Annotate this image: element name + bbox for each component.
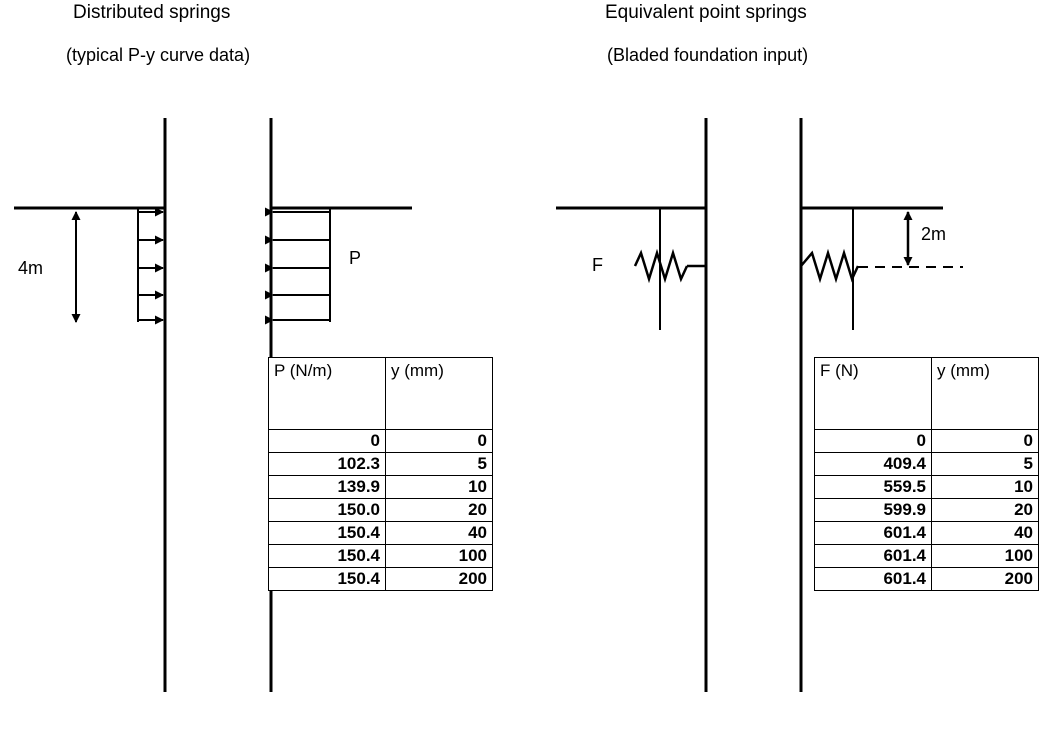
left-pile-1-group — [14, 118, 165, 692]
table-header-row — [269, 358, 493, 430]
left-cell-p: 102.3 — [269, 453, 386, 476]
left-table-header-y: y (mm) — [386, 358, 493, 430]
table-row — [815, 545, 1039, 568]
left-cell-p: 150.4 — [269, 522, 386, 545]
left-load-label: P — [349, 248, 362, 268]
left-data-table — [268, 357, 493, 591]
table-row — [815, 430, 1039, 453]
table-row — [815, 499, 1039, 522]
table-row — [269, 453, 493, 476]
right-table-header-f: F (N) — [815, 358, 932, 430]
table-row — [815, 476, 1039, 499]
right-force-label: F — [592, 255, 603, 275]
right-cell-y: 200 — [932, 568, 1039, 591]
right-diagram-subtitle: (Bladed foundation input) — [607, 45, 809, 65]
left-cell-p: 139.9 — [269, 476, 386, 499]
table-row — [815, 453, 1039, 476]
left-cell-p: 150.0 — [269, 499, 386, 522]
table-row — [815, 568, 1039, 591]
right-cell-f: 559.5 — [815, 476, 932, 499]
right-cell-f: 601.4 — [815, 568, 932, 591]
right-cell-y: 5 — [932, 453, 1039, 476]
left-cell-p: 0 — [269, 430, 386, 453]
table-row — [815, 522, 1039, 545]
right-table-header-y: y (mm) — [932, 358, 1039, 430]
left-cell-y: 10 — [386, 476, 493, 499]
left-cell-p: 150.4 — [269, 568, 386, 591]
right-cell-y: 0 — [932, 430, 1039, 453]
right-cell-f: 601.4 — [815, 522, 932, 545]
left-cell-y: 40 — [386, 522, 493, 545]
right-cell-y: 40 — [932, 522, 1039, 545]
left-diagram-title: Distributed springs — [73, 2, 231, 23]
left-cell-y: 200 — [386, 568, 493, 591]
right-cell-f: 601.4 — [815, 545, 932, 568]
right-data-table — [814, 357, 1039, 591]
right-diagram-title: Equivalent point springs — [605, 2, 807, 23]
right-cell-y: 100 — [932, 545, 1039, 568]
left-cell-y: 5 — [386, 453, 493, 476]
left-cell-y: 20 — [386, 499, 493, 522]
left-depth-label: 4m — [18, 258, 44, 278]
left-cell-y: 100 — [386, 545, 493, 568]
right-cell-y: 10 — [932, 476, 1039, 499]
right-pile-1-group — [556, 118, 706, 692]
table-row — [269, 499, 493, 522]
right-depth-label: 2m — [921, 224, 947, 244]
table-header-row — [815, 358, 1039, 430]
left-cell-y: 0 — [386, 430, 493, 453]
left-diagram-subtitle: (typical P-y curve data) — [66, 45, 251, 65]
left-cell-p: 150.4 — [269, 545, 386, 568]
table-row — [269, 522, 493, 545]
left-table-header-p: P (N/m) — [269, 358, 386, 430]
right-cell-f: 599.9 — [815, 499, 932, 522]
right-cell-f: 409.4 — [815, 453, 932, 476]
table-row — [269, 430, 493, 453]
table-row — [269, 568, 493, 591]
table-row — [269, 545, 493, 568]
right-cell-y: 20 — [932, 499, 1039, 522]
table-row — [269, 476, 493, 499]
right-cell-f: 0 — [815, 430, 932, 453]
